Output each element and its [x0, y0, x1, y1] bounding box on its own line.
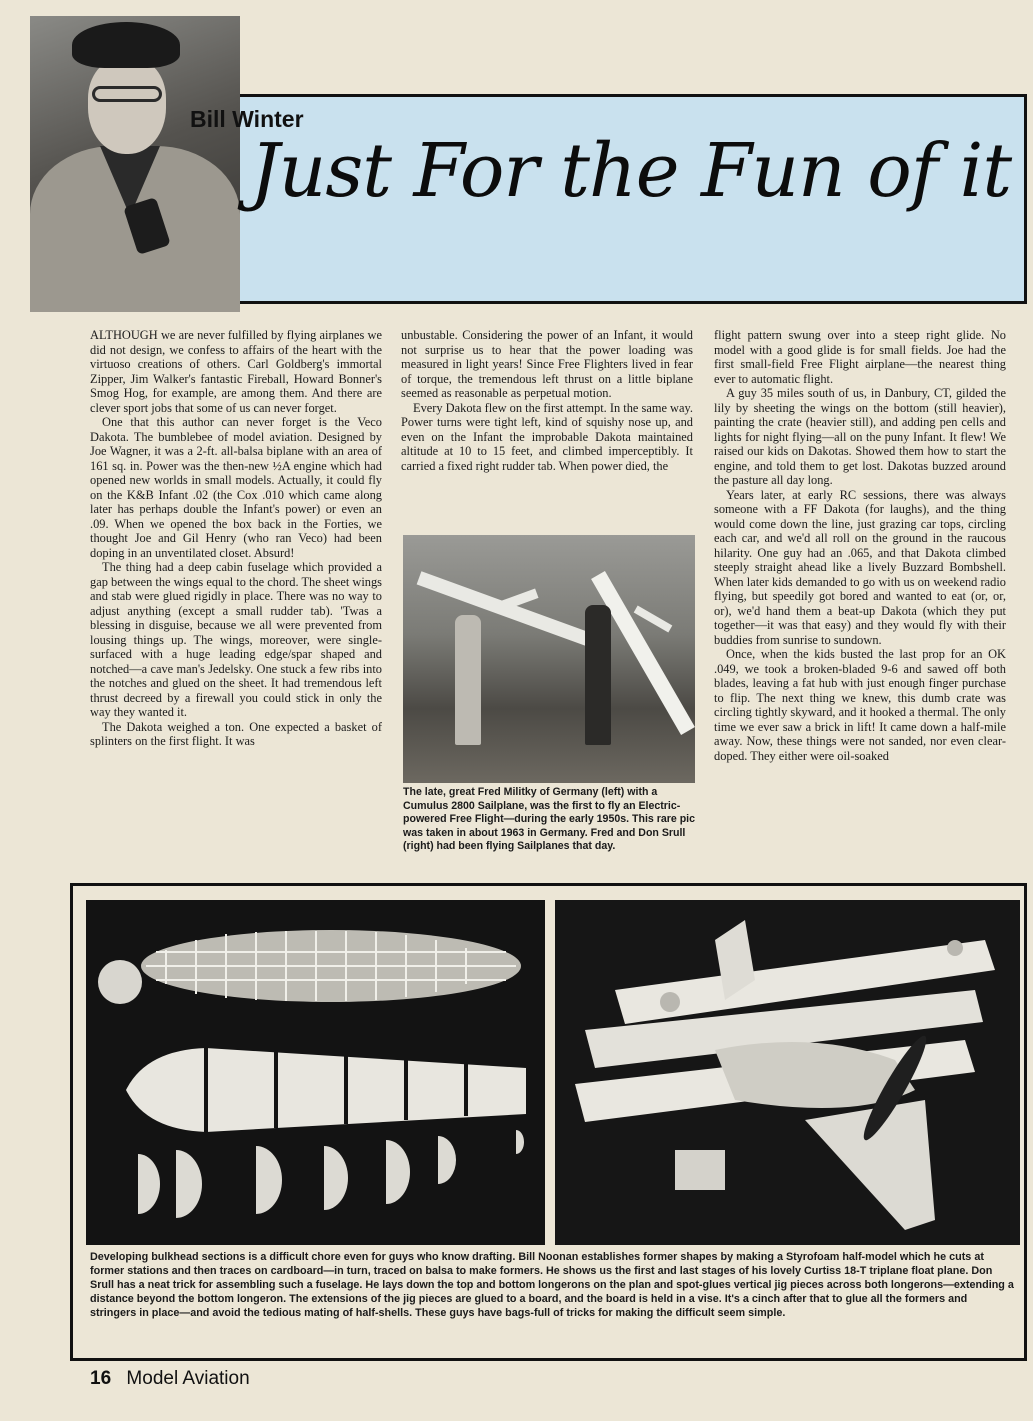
paragraph: Years later, at early RC sessions, there was always someone with a FF Dakota (for laughs), and the thing would come down the line, just grazing car tops, circling each car, and we'd all roll on the ground in the raucous hilarity. One guy had an .065, and that Dakota climbed steeply straight ahead like a lively Buzzard Bombshell. When later kids demanded to go with us on weekend radio flying, but speedily got bored and wanted to eat (or, or, or), we'd hand them a beat-up Dakota (which they put together—it was that easy) and they would fly with their buddies from sunrise to sundown.: [714, 487, 1006, 647]
column-title: Just For the Fun of it: [250, 128, 1012, 214]
page-footer: [90, 1368, 250, 1390]
triplane-photo: [555, 900, 1020, 1245]
paragraph: ALTHOUGH we are never fulfilled by flying airplanes we did not design, we confess to affairs of the heart with the virtuoso creations of others. Carl Goldberg's immortal Zipper, Jim Walker's fantastic Fireball, Howard Bonner's Smog Hog, for example, are among them. And there are clever sport jobs that some of us can never forget.: [90, 328, 382, 415]
article-column-2: [401, 328, 693, 473]
author-portrait: [30, 16, 240, 312]
paragraph: One that this author can never forget is the Veco Dakota. The bumblebee of model aviation. Designed by Joe Wagner, it was a 2-ft. all-balsa biplane with an area of 161 sq. in. Power was the then-new ½A engine which had opened new worlds in small models. Actually, it could fly on the K&B Infant .02 (the Cox .010 which came along later has perhaps double the Infant's power) or even an .09. When we opened the box back in the Forties, we thought Joe and Gil Henry (who ran Veco) had been doping in an unventilated closet. Absurd!: [90, 415, 382, 560]
sailplane-photo: [403, 535, 695, 783]
bulkhead-photo: [86, 900, 545, 1245]
photo-caption: The late, great Fred Militky of Germany (left) with a Cumulus 2800 Sailplane, was the first to fly an Electric-powered Free Flight—during the early 1950s. This rare pic was taken in about 1963 in Germany. Fred and Don Srull (right) had been flying Sailplanes that day.: [403, 786, 696, 852]
paragraph: unbustable. Considering the power of an Infant, it would not surprise us to hear that the power loading was measured in light years! Since Free Flighters lived in fear of torque, the tremendous left thrust on a little biplane seemed as reasonable as perpetual motion.: [401, 328, 693, 400]
paragraph: Every Dakota flew on the first attempt. In the same way. Power turns were tight left, kind of squishy nose up, and even on the Infant the improbable Dakota maintained altitude at 10 to 15 feet, and climbed imperceptibly. It carried a fixed right rudder tab. When power died, the: [401, 400, 693, 473]
paragraph: Once, when the kids busted the last prop for an OK .049, we took a broken-bladed 9-6 and sawed off both blades, leaving a fat hub with just enough finger purchase to flip. The next thing we knew, this dumb crate was circling tightly skyward, and it hooked a thermal. The only time we ever saw a brick in lift! It came down a half-mile away. Now, these things were not sanded, nor even clear-doped. They either were oil-soaked: [714, 647, 1006, 763]
paragraph: flight pattern swung over into a steep right glide. No model with a good glide is for small fields. Joe had the first small-field Free Flight airplane—the nearest thing ever to automatic flight.: [714, 328, 1006, 386]
author-byline: Bill Winter: [190, 106, 304, 132]
paragraph: The Dakota weighed a ton. One expected a basket of splinters on the first flight. It was: [90, 719, 382, 748]
bulkhead-illustration: [86, 900, 545, 1245]
triplane-illustration: [555, 900, 1020, 1245]
feature-caption: Developing bulkhead sections is a difficult chore even for guys who know drafting. Bill Noonan establishes former shapes by making a Styrofoam half-model which he cuts at former stations and then traces on cardboard—in turn, traced on balsa to make formers. He shows us the first and last stages of his lovely Curtiss 18-T triplane float plane. Don Srull has a neat trick for assembling such a fuselage. He lays down the top and bottom longerons on the plan and spot-glues vertical jig pieces across both longerons—extending a distance beyond the bottom longeron. The extensions of the jig pieces are glued to a board, and the board is held in a vise. It's a cinch after that to glue all the formers and stringers in place—and avoid the tedious mating of half-shells. These guys have bags-full of tricks for making the difficult seem simple.: [90, 1251, 1014, 1319]
paragraph: A guy 35 miles south of us, in Danbury, CT, gilded the lily by sheeting the wings on the bottom (still heavier), painting the crate (heavier still), and adding pen cells and lights for night flying—all on the puny Infant. It flew! We raised our kids on Dakotas. Showed them how to start the engine, and told them to get lost. Dakotas buzzed around the pasture all day long.: [714, 386, 1006, 487]
article-column-1: [90, 328, 382, 749]
article-column-3: [714, 328, 1006, 763]
magazine-name: Model Aviation: [126, 1368, 250, 1389]
page-number: 16: [90, 1368, 112, 1389]
paragraph: The thing had a deep cabin fuselage which provided a gap between the wings equal to the chord. The sheet wings and stab were glued rigidly in place. There was no way to adjust anything (except a small rudder tab). 'Twas a blessing in disguise, because we all were prevented from lousing things up. The wings, moreover, were single-surfaced with a huge leading edge/spar shaped and notched—a cave man's Jedelsky. One stuck a few ribs into the notches and glued on the sheet. It had tremendous left thrust decreed by a firewall you could stick in only the way they wanted it.: [90, 560, 382, 719]
